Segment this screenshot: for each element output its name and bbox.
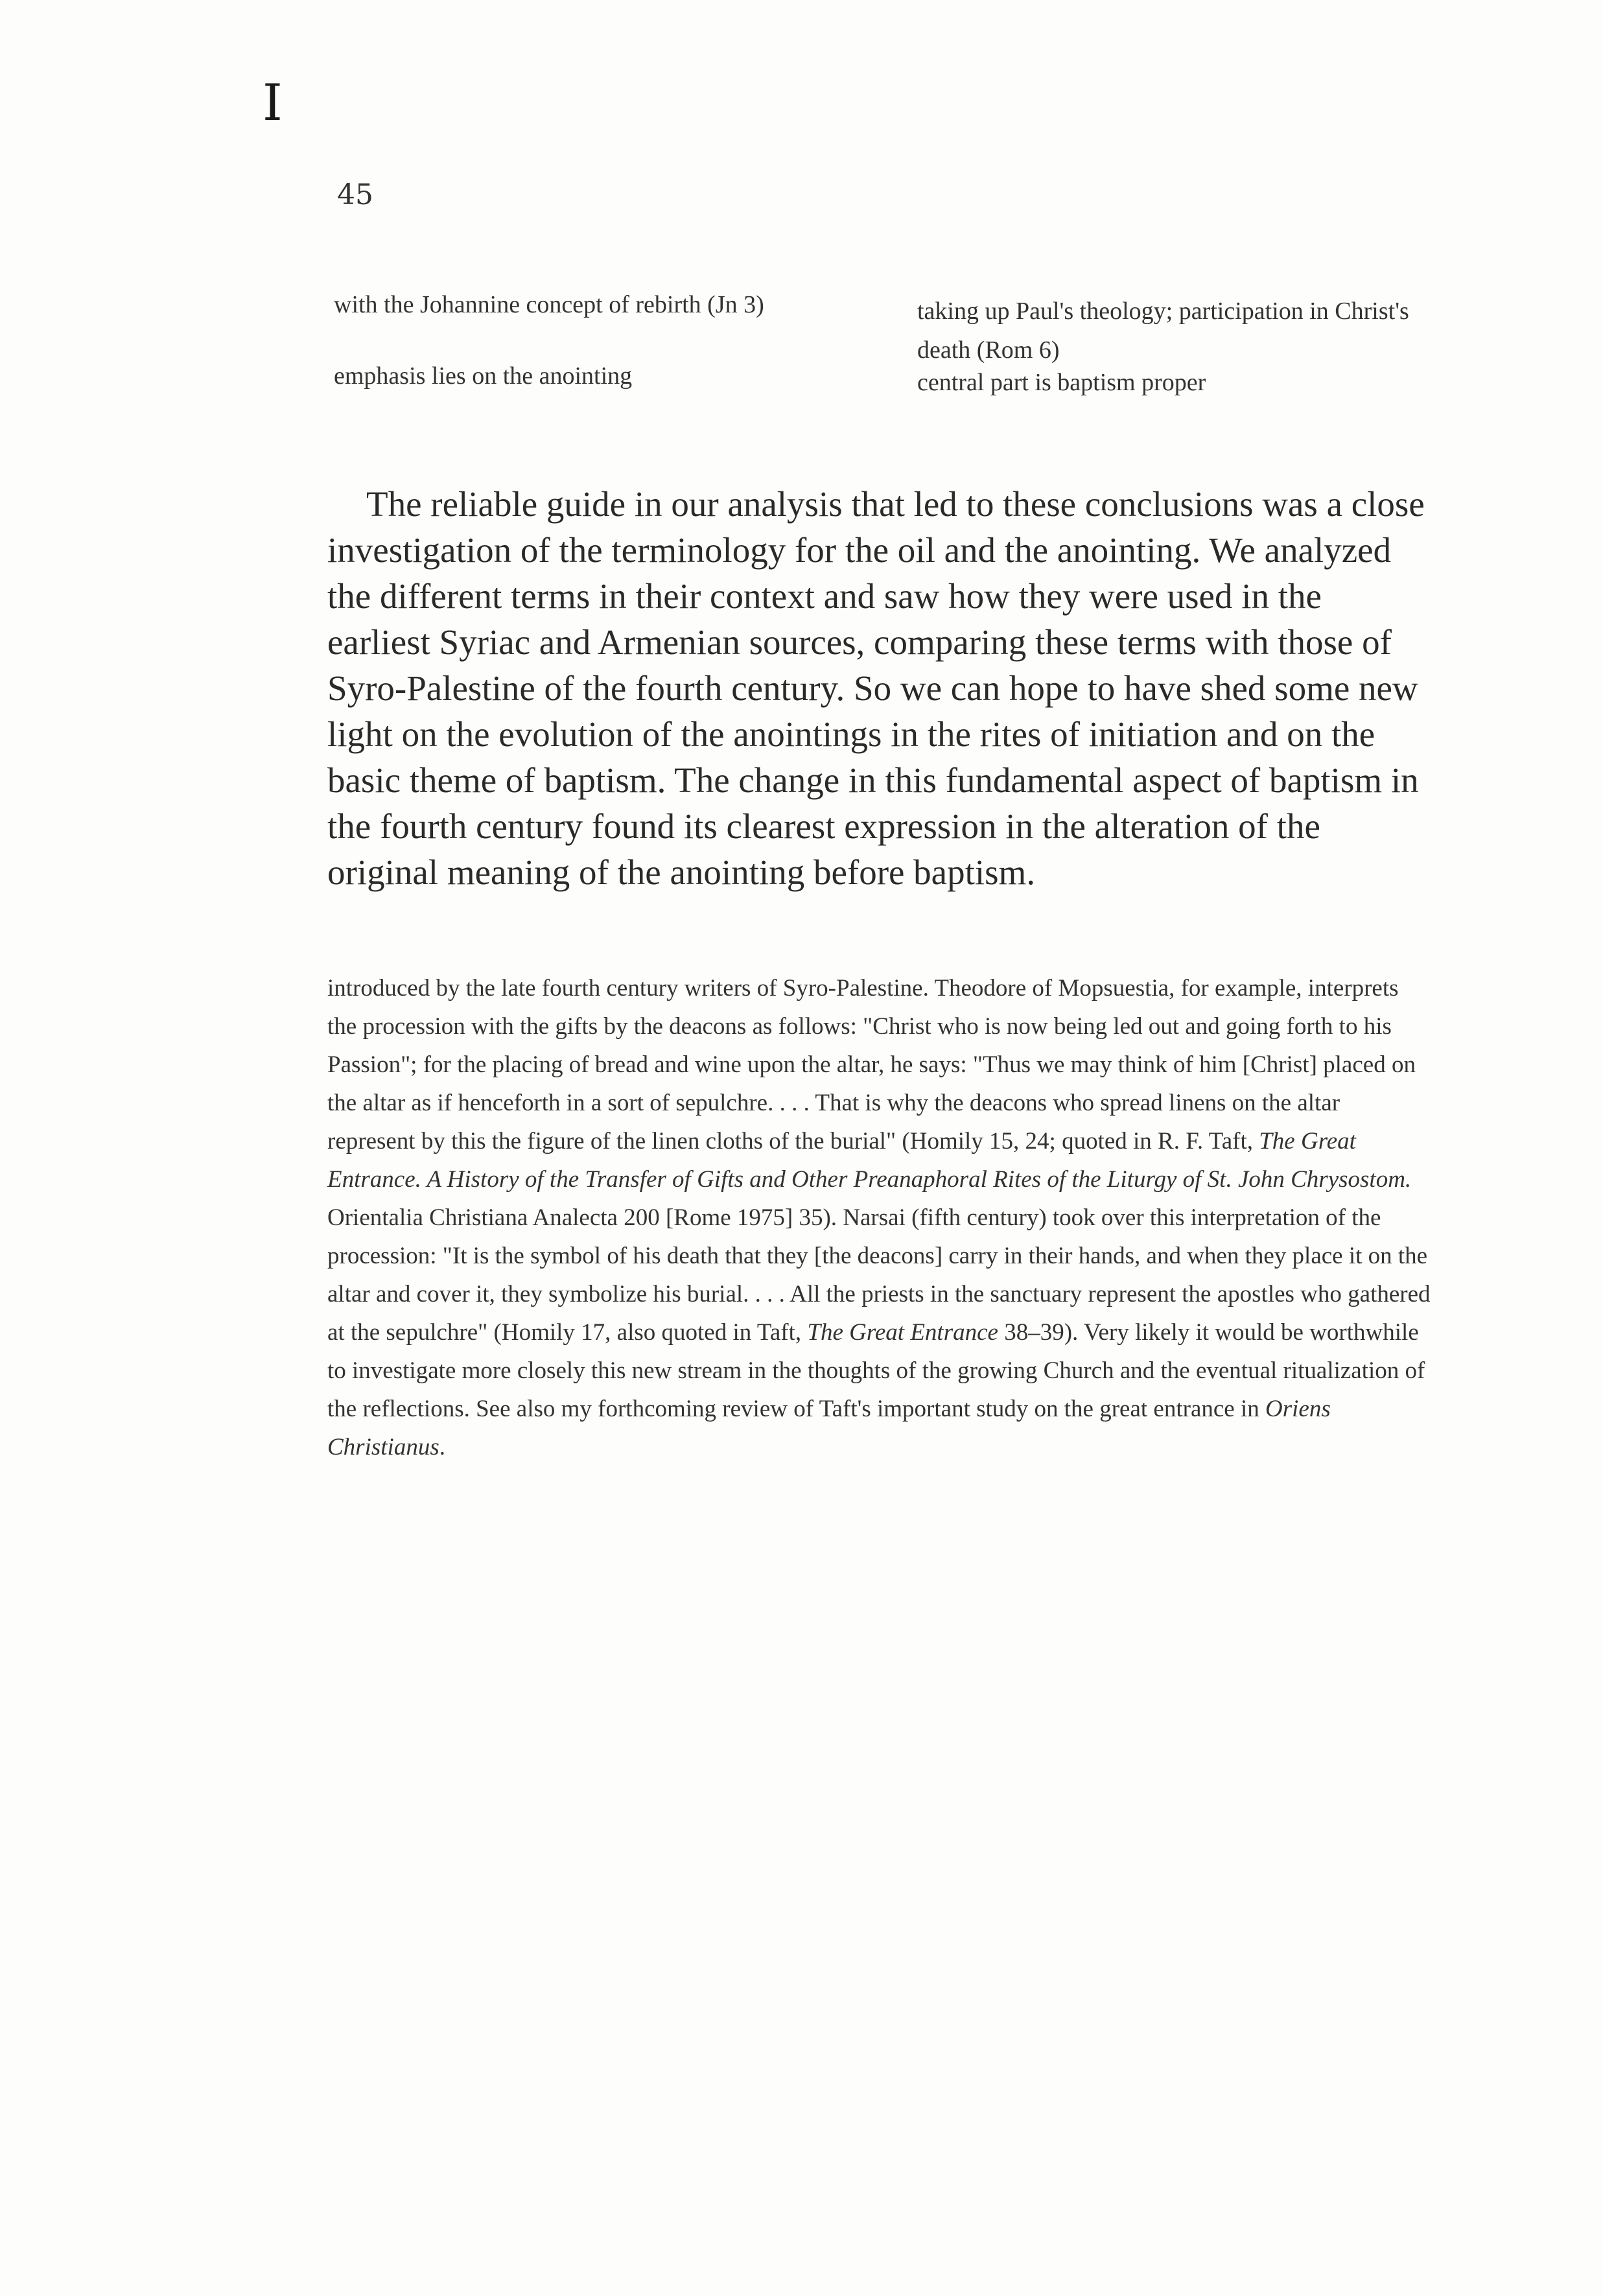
footnote-book-title: The Great Entrance — [807, 1319, 998, 1346]
body-paragraph-text: The reliable guide in our analysis that led to these conclusions was a close investigation of the terminology for the oil and the anointing. We analyzed the different terms in their context and saw how they were used in the earliest Syriac and Armenian sources, comparing these terms with those of Syro-Palestine of the fourth century. So we can hope to have shed some new light on the evolution of the anointings in the rites of initiation and on the basic theme of baptism. The change in this fundamental aspect of baptism in the fourth century found its clearest expression in the alteration of the original meaning of the anointing before baptism. — [327, 484, 1425, 892]
comparison-left-cell: with the Johannine concept of rebirth (Jn 3) — [334, 291, 764, 318]
footnote-text: Orientalia Christiana Analecta 200 [Rome 1975] 35). Narsai (fifth century) took over this interpretation of the procession: "It is the symbol of his death that they [the deacons] carry in their hands, and when they place it on the altar and cover it, they symbolize his burial. . . . All the priests in the sanctuary represent the apostles who gathered at the sepulchre" (Homily 17, also quoted in Taft, — [327, 1204, 1431, 1346]
comparison-left-cell: emphasis lies on the anointing — [334, 362, 633, 390]
comparison-right-cell: taking up Paul's theology; participation in Christ's death (Rom 6) — [917, 298, 1409, 364]
body-paragraph — [327, 481, 1433, 895]
comparison-row — [334, 357, 1449, 402]
footnote — [327, 969, 1433, 1466]
page-number: 45 — [337, 178, 373, 211]
footnote-text: . — [439, 1434, 445, 1460]
footnote-book-title: The Great Entrance. A History of the Transfer of Gifts and Other Preanaphoral Rites of the Liturgy of St. John Chrysostom. — [327, 1128, 1412, 1193]
comparison-right-cell: central part is baptism proper — [917, 369, 1206, 396]
comparison-table — [334, 285, 1449, 402]
footnote-text: introduced by the late fourth century writers of Syro-Palestine. Theodore of Mopsuestia, for example, interprets the procession with the gifts by the deacons as follows: "Christ who is now being led out and going forth to his Passion"; for the placing of bread and wine upon the altar, he says: "Thus we may think of him [Christ] placed on the altar as if henceforth in a sort of sepulchre. . . . That is why the deacons who spread linens on the altar represent by this the figure of the linen cloths of the burial" (Homily 15, 24; quoted in R. F. Taft, — [327, 975, 1416, 1154]
footnote-text: 38–39). Very likely it would be worthwhile to investigate more closely this new stream in the thoughts of the growing Church and the eventual ritualization of the reflections. See also my forthcoming review of Taft's important study on the great entrance in — [327, 1319, 1425, 1422]
footnote-journal-title: Oriens Christianus — [327, 1396, 1331, 1460]
comparison-row — [334, 285, 1449, 364]
margin-mark: I — [263, 74, 283, 132]
